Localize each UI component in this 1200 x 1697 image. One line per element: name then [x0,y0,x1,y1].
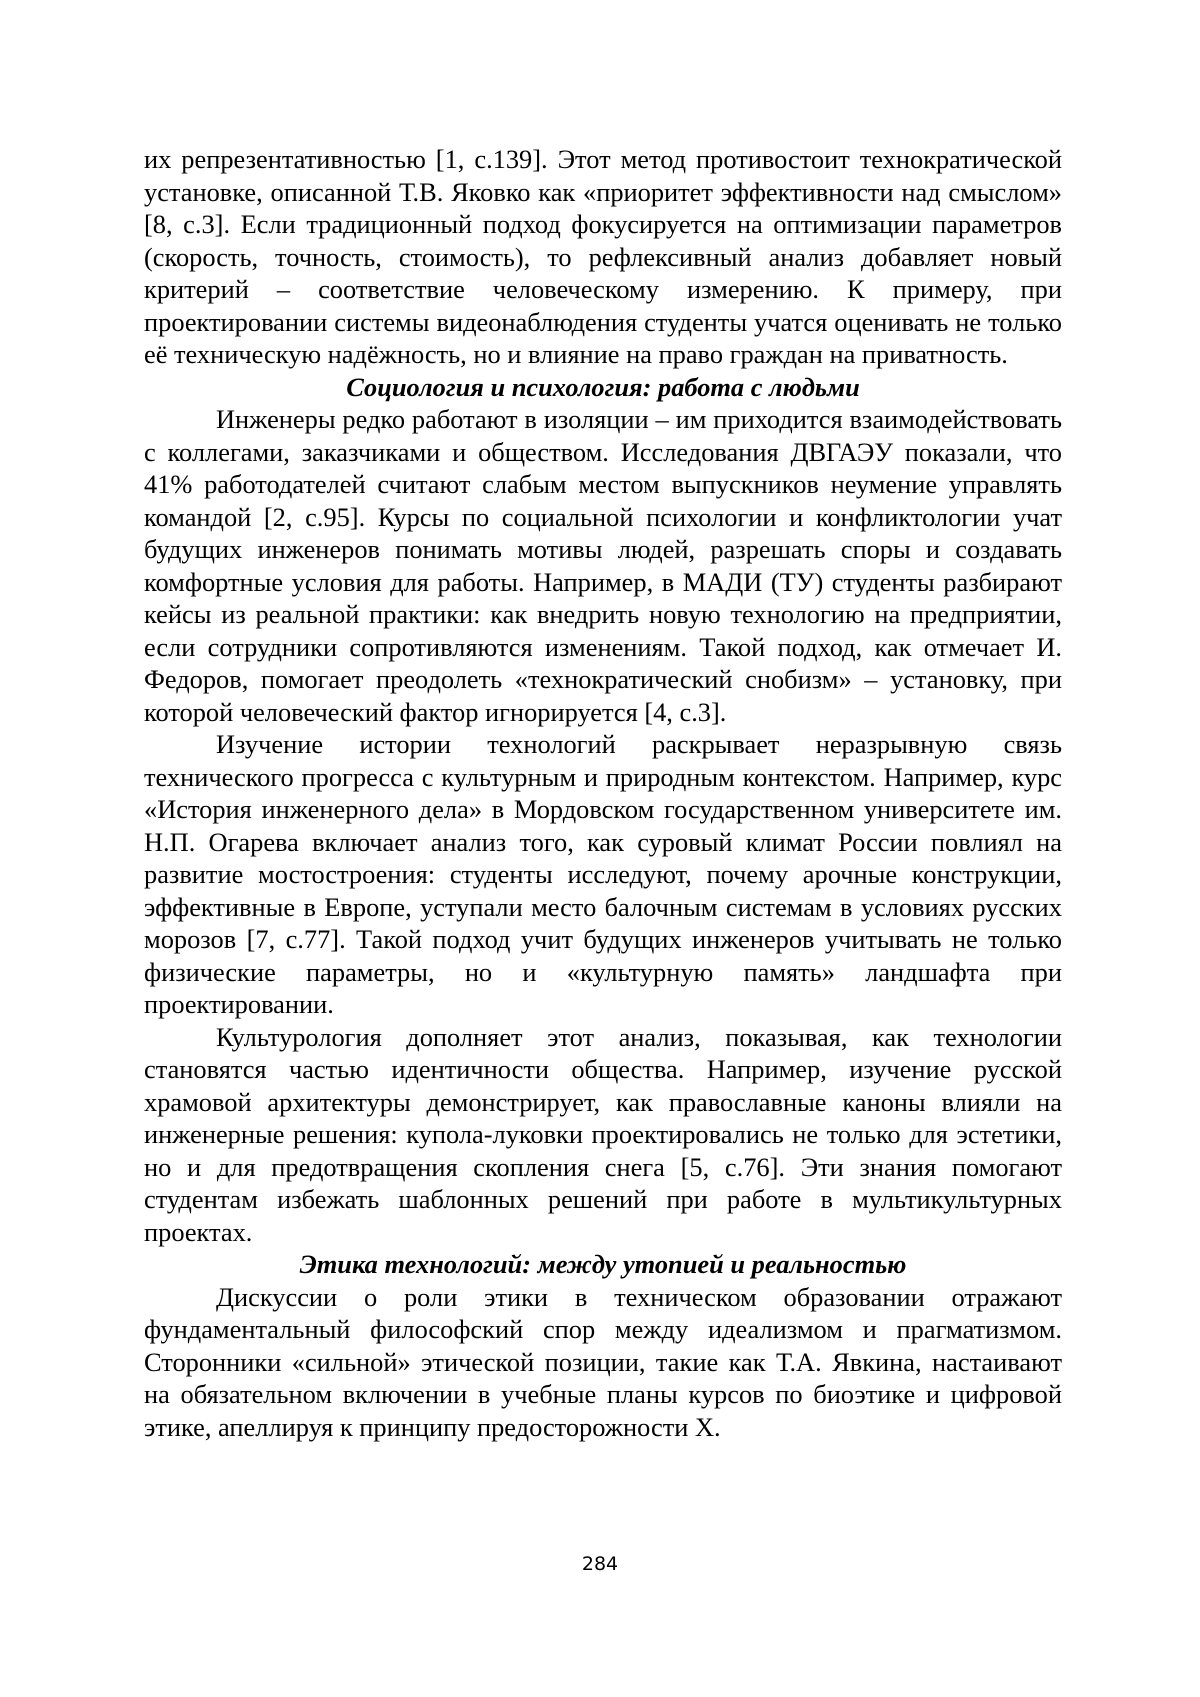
section-heading: Социология и психология: работа с людьми [144,371,1062,404]
page-number: 284 [0,1552,1200,1576]
page-body [144,143,1062,1443]
paragraph: их репрезентативностью [1, с.139]. Этот метод противостоит технократической установке, описанной Т.В. Яковко как «приоритет эффективности над смыслом» [8, с.3]. Если традиционный подход фокусируется на оптимизации параметров (скорость, точность, стоимость), то рефлексивный анализ добавляет новый критерий – соответствие человеческому измерению. К примеру, при проектировании системы видеонаблюдения студенты учатся оценивать не только её техническую надёжность, но и влияние на право граждан на приватность. [144,143,1062,371]
paragraph: Дискуссии о роли этики в техническом образовании отражают фундаментальный философский спор между идеализмом и прагматизмом. Сторонники «сильной» этической позиции, такие как Т.А. Явкина, настаивают на обязательном включении в учебные планы курсов по биоэтике и цифровой этике, апеллируя к принципу предосторожности Х. [144,1281,1062,1444]
paragraph: Изучение истории технологий раскрывает неразрывную связь технического прогресса с культурным и природным контекстом. Например, курс «История инженерного дела» в Мордовском государственном университете им. Н.П. Огарева включает анализ того, как суровый климат России повлиял на развитие мостостроения: студенты исследуют, почему арочные конструкции, эффективные в Европе, уступали место балочным системам в условиях русских морозов [7, с.77]. Такой подход учит будущих инженеров учитывать не только физические параметры, но и «культурную память» ландшафта при проектировании. [144,728,1062,1021]
paragraph: Культурология дополняет этот анализ, показывая, как технологии становятся частью идентичности общества. Например, изучение русской храмовой архитектуры демонстрирует, как православные каноны влияли на инженерные решения: купола-луковки проектировались не только для эстетики, но и для предотвращения скопления снега [5, с.76]. Эти знания помогают студентам избежать шаблонных решений при работе в мультикультурных проектах. [144,1021,1062,1249]
section-heading: Этика технологий: между утопией и реальностью [144,1248,1062,1281]
paragraph: Инженеры редко работают в изоляции – им приходится взаимодействовать с коллегами, заказчиками и обществом. Исследования ДВГАЭУ показали, что 41% работодателей считают слабым местом выпускников неумение управлять командой [2, с.95]. Курсы по социальной психологии и конфликтологии учат будущих инженеров понимать мотивы людей, разрешать споры и создавать комфортные условия для работы. Например, в МАДИ (ТУ) студенты разбирают кейсы из реальной практики: как внедрить новую технологию на предприятии, если сотрудники сопротивляются изменениям. Такой подход, как отмечает И. Федоров, помогает преодолеть «технократический снобизм» – установку, при которой человеческий фактор игнорируется [4, с.3]. [144,403,1062,728]
document-page [0,0,1200,1697]
